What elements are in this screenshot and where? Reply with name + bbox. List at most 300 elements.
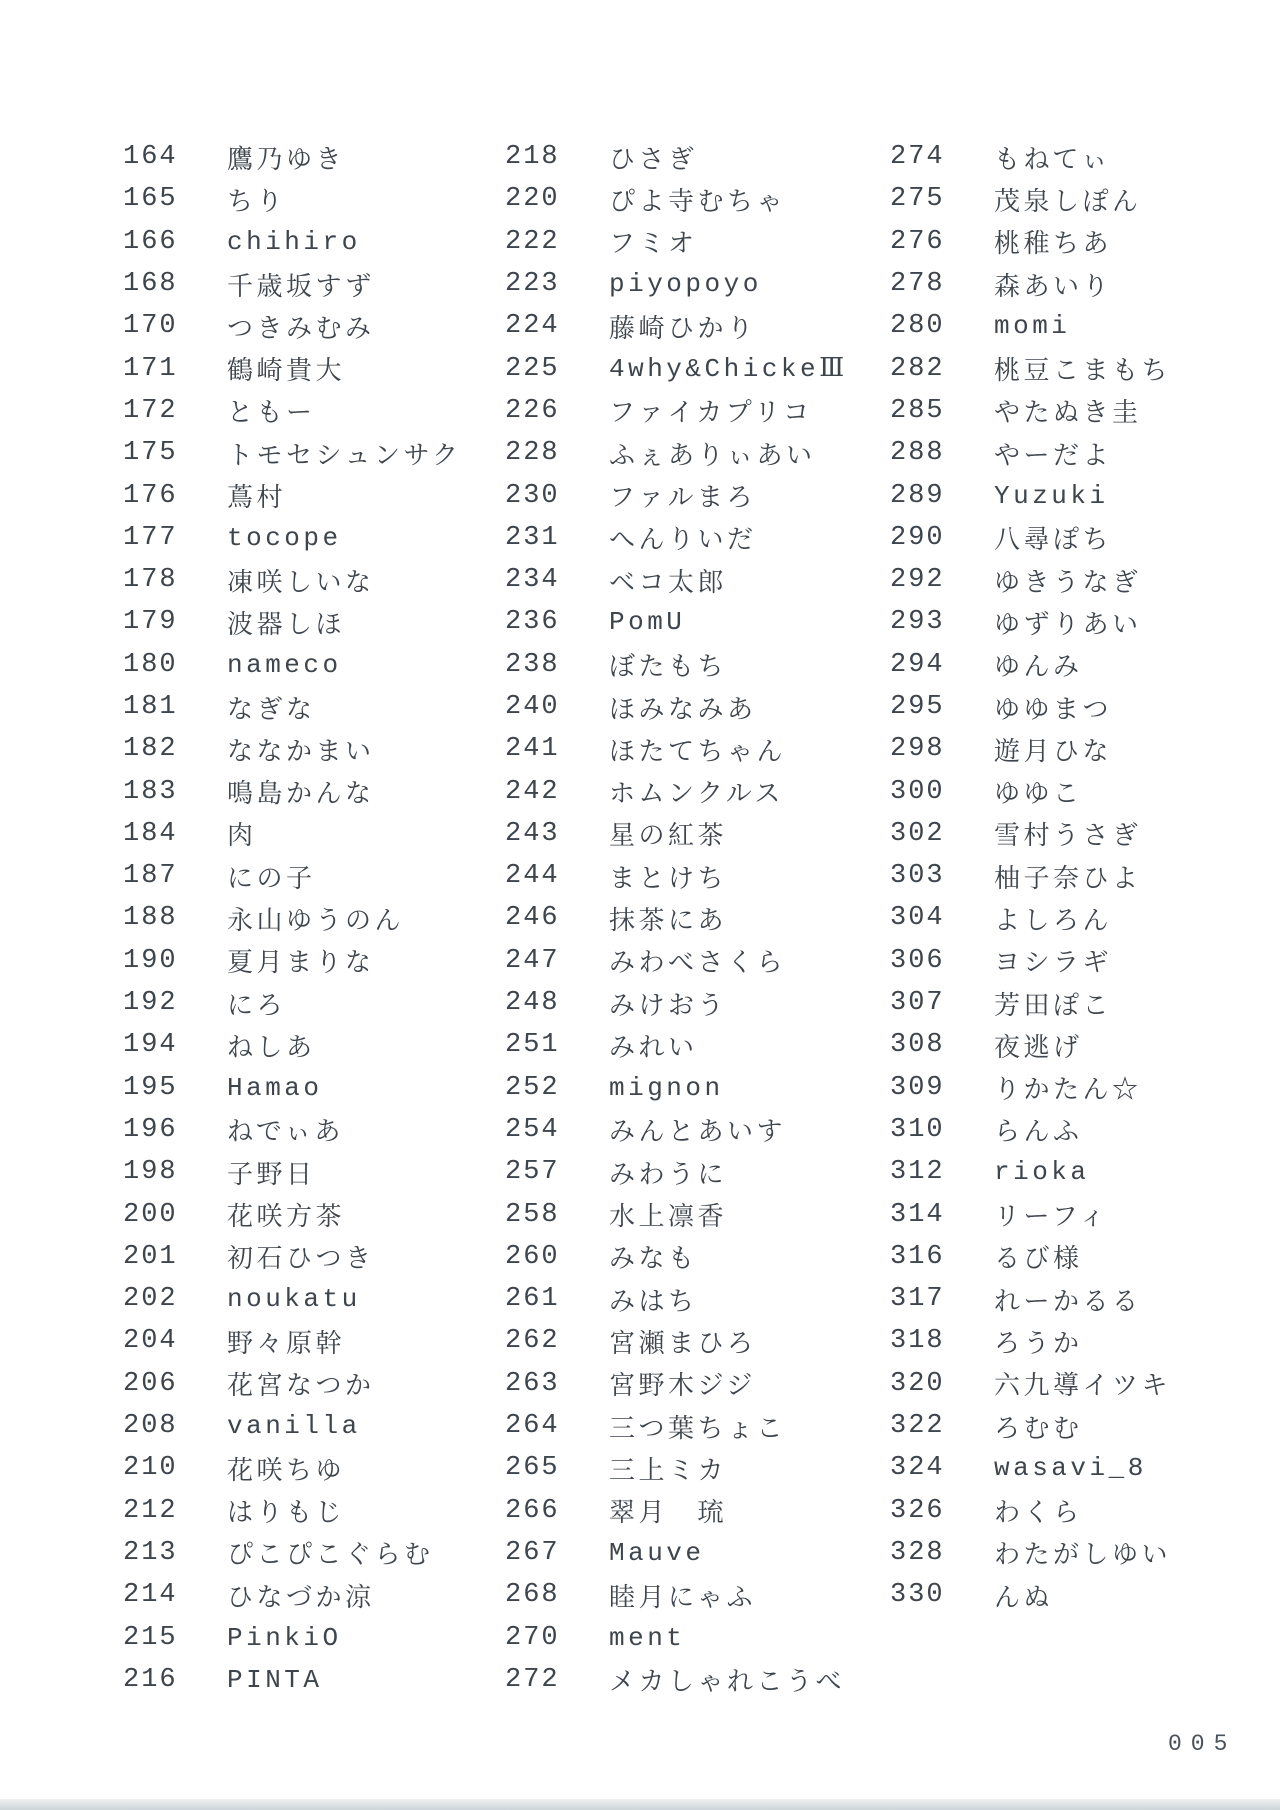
entry-number: 267 [505, 1537, 560, 1568]
list-entry [123, 178, 461, 220]
entry-number: 200 [123, 1199, 178, 1230]
entry-number: 196 [123, 1114, 178, 1145]
entry-name: みなも [609, 1245, 698, 1276]
entry-number: 246 [505, 903, 560, 934]
entry-name: 柚子奈ひよ [994, 864, 1142, 895]
list-entry [505, 686, 848, 728]
entry-name: 千歳坂すず [227, 272, 375, 303]
list-entry [890, 940, 1171, 982]
list-entry [505, 474, 848, 516]
entry-number: 306 [890, 945, 945, 976]
list-entry [123, 263, 461, 305]
entry-number: 240 [505, 692, 560, 722]
entry-name: 茂泉しぽん [994, 187, 1142, 218]
list-entry [505, 897, 848, 939]
entry-number: 316 [890, 1241, 945, 1272]
list-entry [890, 474, 1171, 516]
entry-number: 172 [123, 395, 178, 426]
list-entry [890, 686, 1171, 728]
entry-number: 298 [890, 734, 945, 765]
entry-number: 190 [123, 945, 178, 976]
entry-number: 285 [890, 395, 945, 426]
entry-name: 三上ミカ [609, 1456, 728, 1487]
entry-name: りかたん☆ [994, 1076, 1142, 1107]
list-entry [890, 432, 1171, 474]
entry-number: 178 [123, 565, 178, 596]
entry-number: 308 [890, 1030, 945, 1061]
list-entry [123, 517, 461, 559]
list-entry [505, 136, 848, 178]
list-entry [890, 347, 1171, 389]
entry-name: トモセシュンサク [227, 441, 462, 472]
list-entry [890, 1278, 1171, 1320]
entry-name: 夏月まりな [227, 949, 375, 980]
list-entry [123, 1405, 461, 1447]
entry-number: 179 [123, 607, 178, 638]
list-entry [123, 1659, 461, 1701]
entry-name: ともー [227, 399, 316, 430]
entry-name: ろむむ [994, 1414, 1083, 1445]
list-entry [890, 390, 1171, 432]
entry-number: 264 [505, 1411, 560, 1442]
entry-name: へんりいだ [609, 526, 757, 557]
list-entry [505, 559, 848, 601]
entry-number: 187 [123, 861, 178, 892]
entry-name: ぼたもち [609, 653, 728, 684]
entry-number: 230 [505, 480, 560, 511]
entry-name: ちり [227, 187, 287, 218]
entry-number: 214 [123, 1580, 178, 1611]
entry-name: やたぬき圭 [994, 399, 1142, 430]
entry-name: メカしゃれこうべ [609, 1668, 846, 1699]
entry-name: ment [609, 1622, 686, 1653]
entry-name: ゆゆまつ [994, 695, 1113, 726]
entry-number: 274 [890, 142, 945, 173]
entry-name: 凍咲しいな [227, 568, 375, 599]
entry-number: 226 [505, 395, 560, 426]
entry-number: 307 [890, 988, 945, 1019]
entry-name: ゆんみ [994, 653, 1083, 684]
entry-number: 242 [505, 776, 560, 807]
entry-number: 322 [890, 1411, 945, 1442]
entry-name: 4why&ChickeⅢ [609, 354, 848, 385]
entry-name: tocope [227, 522, 342, 553]
entry-number: 244 [505, 861, 560, 892]
entry-number: 324 [890, 1453, 945, 1484]
entry-number: 248 [505, 988, 560, 1019]
entry-name: 花咲ちゆ [227, 1456, 346, 1487]
entry-number: 213 [123, 1537, 178, 1568]
list-entry [505, 1320, 848, 1362]
entry-name: 永山ゆうのん [227, 906, 405, 937]
list-entry [123, 1193, 461, 1235]
entry-number: 236 [505, 607, 560, 638]
list-entry [505, 1067, 848, 1109]
entry-name: 花咲方茶 [227, 1203, 346, 1234]
entry-name: 波器しほ [227, 610, 346, 641]
entry-name: momi [994, 311, 1071, 342]
entry-name: ファルまろ [609, 484, 756, 515]
entry-name: PomU [609, 607, 686, 638]
entry-number: 326 [890, 1495, 945, 1526]
entry-name: 初石ひつき [227, 1245, 375, 1276]
entry-name: わくら [994, 1499, 1083, 1530]
entry-name: んぬ [994, 1583, 1054, 1614]
entry-number: 201 [123, 1241, 178, 1272]
entry-number: 328 [890, 1537, 945, 1568]
entry-number: 181 [123, 692, 178, 722]
list-entry [505, 1236, 848, 1278]
list-entry [890, 1363, 1171, 1405]
entry-name: wasavi_8 [994, 1453, 1147, 1484]
list-entry [505, 1532, 848, 1574]
entry-number: 215 [123, 1622, 178, 1653]
entry-number: 257 [505, 1157, 560, 1188]
list-entry [505, 1490, 848, 1532]
list-entry [505, 1616, 848, 1658]
list-entry [505, 305, 848, 347]
list-entry [123, 305, 461, 347]
entry-name: PINTA [227, 1664, 323, 1695]
list-entry [123, 1109, 461, 1151]
entry-name: mignon [609, 1072, 724, 1103]
entry-number: 176 [123, 480, 178, 511]
list-entry [505, 432, 848, 474]
list-entry [123, 1236, 461, 1278]
entry-name: nameco [227, 649, 342, 680]
entry-name: 翠月 琉 [609, 1499, 728, 1530]
list-entry [123, 1490, 461, 1532]
entry-name: ヨシラギ [994, 949, 1113, 980]
entry-number: 175 [123, 438, 178, 469]
list-entry [505, 1278, 848, 1320]
list-entry [890, 897, 1171, 939]
list-entry [890, 1405, 1171, 1447]
entry-name: piyopoyo [609, 269, 762, 300]
list-entry [123, 390, 461, 432]
list-entry [890, 1151, 1171, 1193]
entry-name: 藤崎ひかり [609, 314, 757, 345]
entry-name: ねでぃあ [227, 1118, 344, 1149]
entry-name: ゆきうなぎ [994, 568, 1142, 599]
entry-name: 宮野木ジジ [609, 1372, 756, 1403]
entry-name: 鳴島かんな [227, 780, 375, 811]
entry-number: 270 [505, 1622, 560, 1653]
entry-number: 304 [890, 903, 945, 934]
list-entry [123, 897, 461, 939]
entry-number: 288 [890, 438, 945, 469]
entry-name: 睦月にゃふ [609, 1583, 756, 1614]
entry-name: リーフィ [994, 1203, 1109, 1234]
entry-name: みはち [609, 1287, 698, 1318]
entry-number: 302 [890, 818, 945, 849]
list-entry [890, 1067, 1171, 1109]
list-entry [123, 136, 461, 178]
entry-name: みわべさくら [609, 949, 787, 980]
entry-number: 254 [505, 1114, 560, 1145]
entry-number: 303 [890, 861, 945, 892]
list-entry [890, 1574, 1171, 1616]
list-entry [123, 1024, 461, 1066]
entry-number: 223 [505, 269, 560, 300]
list-entry [890, 644, 1171, 686]
list-entry [505, 644, 848, 686]
entry-name: ろうか [994, 1329, 1083, 1360]
entry-number: 262 [505, 1326, 560, 1357]
entry-name: ぴこぴこぐらむ [227, 1541, 434, 1572]
list-entry [505, 1363, 848, 1405]
entry-number: 252 [505, 1072, 560, 1103]
entry-name: 桃稚ちあ [994, 230, 1113, 261]
entry-name: ゆゆこ [994, 780, 1083, 811]
list-entry [890, 1490, 1171, 1532]
entry-number: 314 [890, 1199, 945, 1230]
entry-name: ゆずりあい [994, 610, 1142, 641]
entry-name: にの子 [227, 864, 316, 895]
entry-name: ほたてちゃん [609, 737, 787, 768]
entry-name: ねしあ [227, 1033, 316, 1064]
list-entry [890, 982, 1171, 1024]
entry-number: 198 [123, 1157, 178, 1188]
list-entry [123, 1616, 461, 1658]
entry-number: 164 [123, 142, 178, 173]
list-entry [505, 601, 848, 643]
list-entry [123, 982, 461, 1024]
entry-number: 188 [123, 903, 178, 934]
entry-number: 165 [123, 184, 178, 215]
entry-number: 177 [123, 522, 178, 553]
list-entry [123, 1532, 461, 1574]
entry-name: 抹茶にあ [609, 906, 728, 937]
list-entry [505, 517, 848, 559]
entry-number: 241 [505, 734, 560, 765]
list-entry [123, 221, 461, 263]
list-entry [123, 1320, 461, 1362]
entry-name: 野々原幹 [227, 1329, 346, 1360]
list-entry [123, 940, 461, 982]
entry-number: 220 [505, 184, 560, 215]
list-entry [505, 263, 848, 305]
entry-name: ほみなみあ [609, 695, 757, 726]
entry-name: 鷹乃ゆき [227, 145, 346, 176]
entry-name: わたがしゆい [994, 1541, 1172, 1572]
entry-name: 肉 [227, 822, 257, 853]
list-entry [890, 1236, 1171, 1278]
entry-number: 292 [890, 565, 945, 596]
list-entry [123, 686, 461, 728]
page-number: 005 [1168, 1731, 1237, 1757]
list-entry [505, 1447, 848, 1489]
entry-name: 蔦村 [227, 484, 287, 515]
participant-column-2 [505, 136, 848, 1701]
entry-number: 238 [505, 649, 560, 680]
entry-number: 272 [505, 1664, 560, 1695]
entry-number: 225 [505, 353, 560, 384]
entry-number: 294 [890, 649, 945, 680]
entry-number: 293 [890, 607, 945, 638]
entry-name: ベコ太郎 [609, 568, 728, 599]
list-entry [505, 1405, 848, 1447]
participant-column-3 [890, 136, 1171, 1616]
entry-number: 206 [123, 1368, 178, 1399]
entry-name: ななかまい [227, 737, 375, 768]
list-entry [890, 1193, 1171, 1235]
list-entry [123, 601, 461, 643]
entry-number: 171 [123, 353, 178, 384]
list-entry [123, 644, 461, 686]
entry-number: 258 [505, 1199, 560, 1230]
entry-name: 子野日 [227, 1160, 316, 1191]
list-entry [890, 1532, 1171, 1574]
entry-number: 310 [890, 1114, 945, 1145]
list-entry [505, 178, 848, 220]
entry-name: 水上凛香 [609, 1203, 728, 1234]
entry-number: 289 [890, 480, 945, 511]
entry-number: 184 [123, 818, 178, 849]
list-entry [890, 1109, 1171, 1151]
list-entry [505, 1193, 848, 1235]
list-entry [505, 940, 848, 982]
entry-number: 212 [123, 1495, 178, 1526]
entry-name: ホムンクルス [609, 780, 784, 811]
entry-name: よしろん [994, 906, 1113, 937]
list-entry [505, 982, 848, 1024]
entry-number: 202 [123, 1284, 178, 1315]
entry-name: chihiro [227, 226, 361, 257]
entry-number: 218 [505, 142, 560, 173]
entry-name: らんふ [994, 1118, 1083, 1149]
entry-name: 花宮なつか [227, 1372, 375, 1403]
entry-number: 208 [123, 1411, 178, 1442]
list-entry [123, 1278, 461, 1320]
entry-name: 遊月ひな [994, 737, 1113, 768]
list-entry [505, 1151, 848, 1193]
entry-name: つきみむみ [227, 314, 375, 345]
entry-name: みけおう [609, 991, 728, 1022]
entry-name: 星の紅茶 [609, 822, 728, 853]
list-entry [505, 728, 848, 770]
list-entry [123, 770, 461, 812]
entry-name: ふぇありぃあい [609, 441, 816, 472]
entry-number: 216 [123, 1664, 178, 1695]
list-entry [123, 1067, 461, 1109]
participant-column-1 [123, 136, 461, 1701]
list-entry [890, 601, 1171, 643]
entry-number: 170 [123, 311, 178, 342]
entry-name: なぎな [227, 695, 316, 726]
entry-name: みんとあいす [609, 1118, 787, 1149]
entry-number: 312 [890, 1157, 945, 1188]
list-entry [123, 432, 461, 474]
entry-name: 宮瀬まひろ [609, 1329, 757, 1360]
list-entry [505, 1659, 848, 1701]
list-entry [123, 347, 461, 389]
entry-name: 夜逃げ [994, 1033, 1083, 1064]
entry-name: 桃豆こまもち [994, 357, 1172, 388]
list-entry [890, 1024, 1171, 1066]
entry-name: やーだよ [994, 441, 1113, 472]
list-entry [890, 1447, 1171, 1489]
list-entry [505, 1024, 848, 1066]
entry-number: 278 [890, 269, 945, 300]
entry-name: もねてぃ [994, 145, 1111, 176]
entry-number: 251 [505, 1030, 560, 1061]
entry-number: 268 [505, 1580, 560, 1611]
entry-number: 276 [890, 226, 945, 257]
entry-number: 192 [123, 988, 178, 1019]
list-entry [505, 855, 848, 897]
entry-number: 168 [123, 269, 178, 300]
entry-number: 180 [123, 649, 178, 680]
list-entry [505, 770, 848, 812]
entry-number: 295 [890, 692, 945, 722]
entry-number: 318 [890, 1326, 945, 1357]
entry-number: 243 [505, 818, 560, 849]
entry-number: 183 [123, 776, 178, 807]
list-entry [123, 559, 461, 601]
entry-name: noukatu [227, 1284, 361, 1315]
entry-number: 260 [505, 1241, 560, 1272]
list-entry [505, 347, 848, 389]
entry-name: PinkiO [227, 1622, 342, 1653]
list-entry [505, 813, 848, 855]
list-entry [123, 813, 461, 855]
list-entry [890, 517, 1171, 559]
entry-number: 228 [505, 438, 560, 469]
list-entry [505, 390, 848, 432]
entry-number: 222 [505, 226, 560, 257]
entry-name: フミオ [609, 230, 698, 261]
entry-number: 309 [890, 1072, 945, 1103]
entry-name: rioka [994, 1157, 1090, 1188]
entry-number: 234 [505, 565, 560, 596]
list-entry [123, 728, 461, 770]
entry-number: 280 [890, 311, 945, 342]
entry-number: 194 [123, 1030, 178, 1061]
list-entry [123, 855, 461, 897]
list-entry [123, 474, 461, 516]
entry-number: 282 [890, 353, 945, 384]
entry-number: 231 [505, 522, 560, 553]
list-entry [890, 728, 1171, 770]
entry-name: ひさぎ [609, 145, 698, 176]
entry-number: 330 [890, 1580, 945, 1611]
entry-number: 261 [505, 1284, 560, 1315]
list-entry [890, 855, 1171, 897]
entry-name: るび様 [994, 1245, 1083, 1276]
list-entry [123, 1574, 461, 1616]
page-bottom-edge [0, 1799, 1280, 1810]
list-entry [123, 1363, 461, 1405]
entry-name: みわうに [609, 1160, 728, 1191]
entry-number: 265 [505, 1453, 560, 1484]
list-entry [890, 1320, 1171, 1362]
entry-number: 210 [123, 1453, 178, 1484]
entry-name: Yuzuki [994, 480, 1109, 511]
entry-number: 204 [123, 1326, 178, 1357]
list-entry [890, 305, 1171, 347]
entry-name: ファイカプリコ [609, 399, 813, 430]
list-entry [123, 1151, 461, 1193]
list-entry [890, 263, 1171, 305]
entry-number: 300 [890, 776, 945, 807]
entry-number: 195 [123, 1072, 178, 1103]
entry-name: 芳田ぽこ [994, 991, 1113, 1022]
entry-number: 224 [505, 311, 560, 342]
list-entry [890, 559, 1171, 601]
entry-name: vanilla [227, 1411, 361, 1442]
list-entry [505, 1574, 848, 1616]
